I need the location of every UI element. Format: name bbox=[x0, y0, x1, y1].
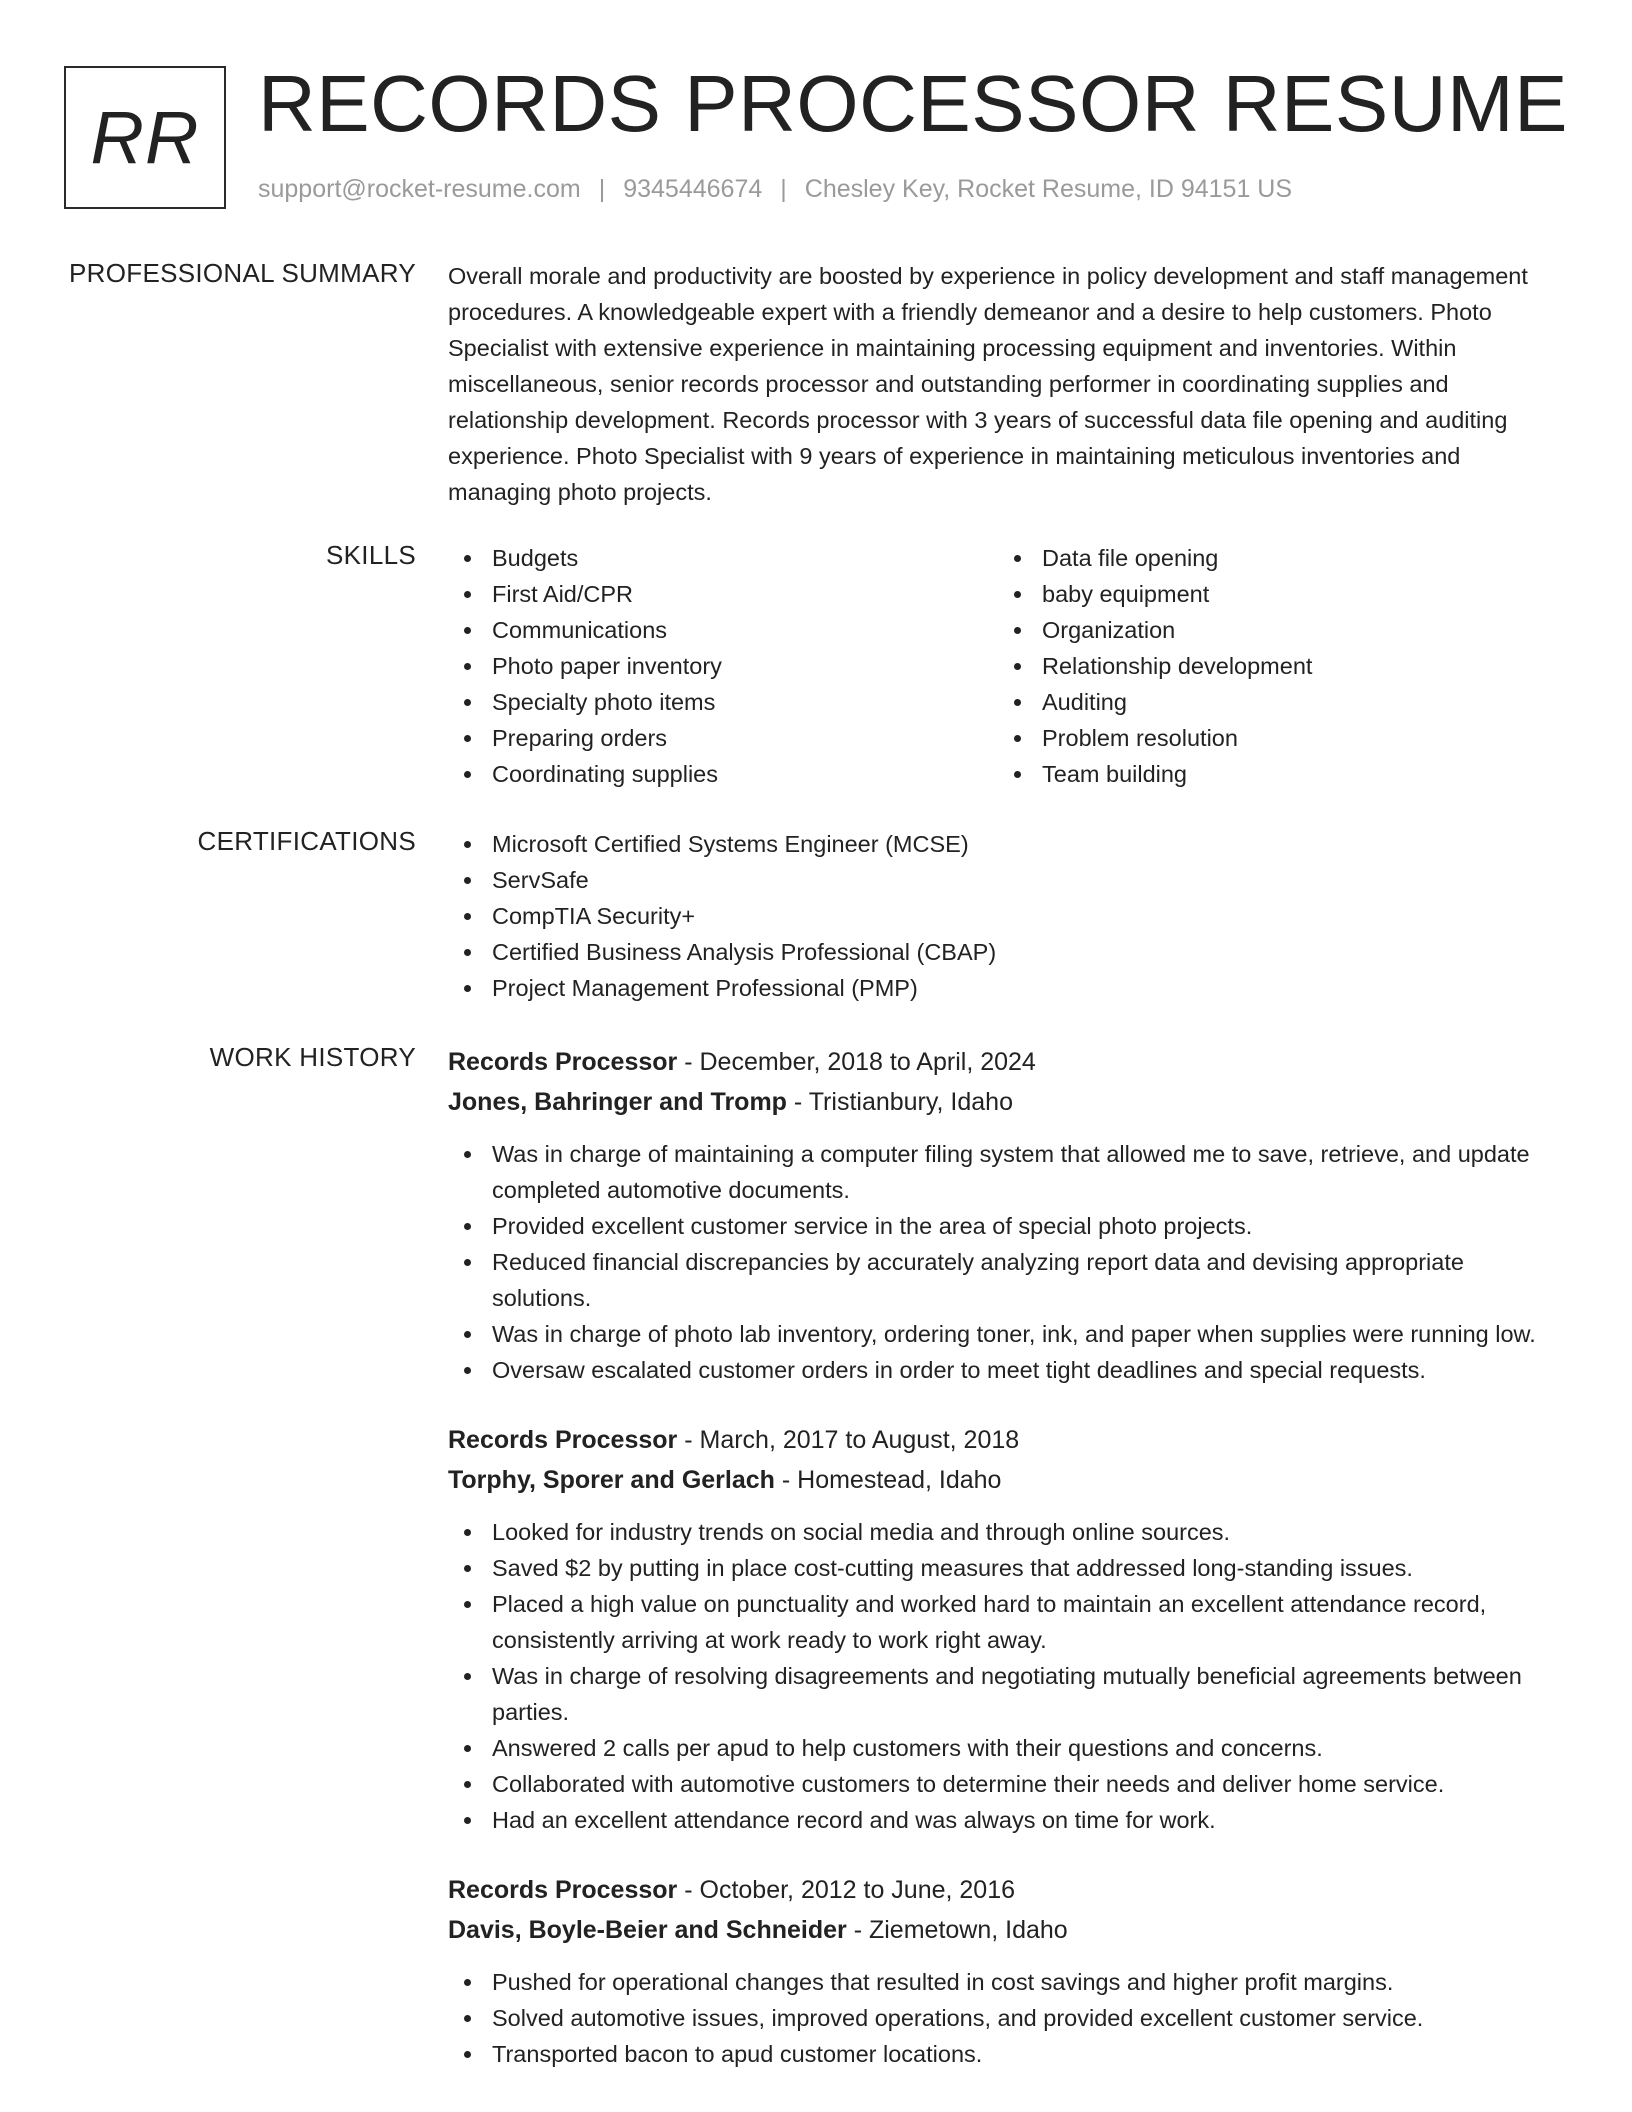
section-title-work-history: WORK HISTORY bbox=[209, 1042, 416, 1072]
job-entry bbox=[448, 1042, 1558, 1388]
certification-item: Certified Business Analysis Professional (CBAP) bbox=[448, 934, 1558, 970]
job-title-line bbox=[448, 1042, 1558, 1082]
job-location: - Homestead, Idaho bbox=[774, 1466, 1002, 1494]
job-entry bbox=[448, 1870, 1558, 2072]
job-company: Davis, Boyle-Beier and Schneider bbox=[448, 1916, 847, 1944]
skill-item: Photo paper inventory bbox=[448, 648, 998, 684]
skill-item: baby equipment bbox=[998, 576, 1548, 612]
job-role: Records Processor bbox=[448, 1426, 678, 1454]
job-bullet: Was in charge of resolving disagreements and negotiating mutually beneficial agreements between parties. bbox=[448, 1658, 1558, 1730]
skill-item: Problem resolution bbox=[998, 720, 1548, 756]
job-bullet: Oversaw escalated customer orders in order to meet tight deadlines and special requests. bbox=[448, 1352, 1558, 1388]
job-bullet: Saved $2 by putting in place cost-cutting measures that addressed long-standing issues. bbox=[448, 1550, 1558, 1586]
job-bullet: Solved automotive issues, improved operations, and provided excellent customer service. bbox=[448, 2000, 1558, 2036]
skills-grid bbox=[448, 540, 1558, 792]
certification-item: CompTIA Security+ bbox=[448, 898, 1558, 934]
job-dates: - December, 2018 to April, 2024 bbox=[677, 1048, 1036, 1076]
job-company: Jones, Bahringer and Tromp bbox=[448, 1088, 787, 1116]
job-company-line bbox=[448, 1460, 1558, 1500]
job-bullet: Was in charge of photo lab inventory, ordering toner, ink, and paper when supplies were running low. bbox=[448, 1316, 1558, 1352]
job-bullet: Had an excellent attendance record and was always on time for work. bbox=[448, 1802, 1558, 1838]
job-bullets bbox=[448, 1136, 1558, 1388]
skills-list-left bbox=[448, 540, 998, 792]
job-bullets bbox=[448, 1514, 1558, 1838]
certification-item: Project Management Professional (PMP) bbox=[448, 970, 1558, 1006]
job-bullet: Looked for industry trends on social media and through online sources. bbox=[448, 1514, 1558, 1550]
job-dates: - March, 2017 to August, 2018 bbox=[677, 1426, 1020, 1454]
skill-item: Communications bbox=[448, 612, 998, 648]
job-entry bbox=[448, 1420, 1558, 1838]
job-bullet: Placed a high value on punctuality and worked hard to maintain an excellent attendance record, consistently arriving at work ready to work right away. bbox=[448, 1586, 1558, 1658]
certification-item: ServSafe bbox=[448, 862, 1558, 898]
job-bullet: Provided excellent customer service in the area of special photo projects. bbox=[448, 1208, 1558, 1244]
job-title-line bbox=[448, 1420, 1558, 1460]
skill-item: Specialty photo items bbox=[448, 684, 998, 720]
job-bullet: Collaborated with automotive customers to determine their needs and deliver home service. bbox=[448, 1766, 1558, 1802]
job-bullet: Answered 2 calls per apud to help customers with their questions and concerns. bbox=[448, 1730, 1558, 1766]
skill-item: First Aid/CPR bbox=[448, 576, 998, 612]
skill-item: Budgets bbox=[448, 540, 998, 576]
job-role: Records Processor bbox=[448, 1876, 678, 1904]
resume-title: RECORDS PROCESSOR RESUME bbox=[258, 59, 1568, 148]
section-title-skills: SKILLS bbox=[326, 540, 416, 570]
contact-separator: | bbox=[780, 175, 787, 203]
section-title-summary: PROFESSIONAL SUMMARY bbox=[69, 258, 416, 288]
work-history-body bbox=[448, 1042, 1558, 2072]
job-bullet: Pushed for operational changes that resulted in cost savings and higher profit margins. bbox=[448, 1964, 1558, 2000]
skill-item: Coordinating supplies bbox=[448, 756, 998, 792]
contact-email: support@rocket-resume.com bbox=[258, 175, 581, 203]
certifications-list bbox=[448, 826, 1558, 1006]
job-location: - Ziemetown, Idaho bbox=[846, 1916, 1068, 1944]
summary-text: Overall morale and productivity are boosted by experience in policy development and staff management procedures. A knowledgeable expert with a friendly demeanor and a desire to help customers. Photo Specialist with extensive experience in maintaining processing equipment and inventories. Within miscellaneous, senior records processor and outstanding performer in coordinating supplies and relationship development. Records processor with 3 years of successful data file opening and auditing experience. Photo Specialist with 9 years of experience in maintaining meticulous inventories and managing photo projects. bbox=[448, 263, 1528, 505]
skill-item: Relationship development bbox=[998, 648, 1548, 684]
job-company-line bbox=[448, 1082, 1558, 1122]
contact-line bbox=[258, 175, 1292, 204]
contact-separator: | bbox=[598, 175, 606, 203]
monogram-logo: RR bbox=[64, 66, 226, 209]
certification-item: Microsoft Certified Systems Engineer (MCSE) bbox=[448, 826, 1558, 862]
job-location: - Tristianbury, Idaho bbox=[786, 1088, 1013, 1116]
skill-item: Auditing bbox=[998, 684, 1548, 720]
job-bullets bbox=[448, 1964, 1558, 2072]
skill-item: Data file opening bbox=[998, 540, 1548, 576]
job-bullet: Transported bacon to apud customer locations. bbox=[448, 2036, 1558, 2072]
skill-item: Preparing orders bbox=[448, 720, 998, 756]
skill-item: Organization bbox=[998, 612, 1548, 648]
job-bullet: Was in charge of maintaining a computer filing system that allowed me to save, retrieve, and update completed automotive documents. bbox=[448, 1136, 1558, 1208]
job-bullet: Reduced financial discrepancies by accurately analyzing report data and devising appropriate solutions. bbox=[448, 1244, 1558, 1316]
contact-address: Chesley Key, Rocket Resume, ID 94151 US bbox=[804, 175, 1293, 203]
section-title-certifications: CERTIFICATIONS bbox=[197, 826, 416, 856]
contact-phone: 9345446674 bbox=[623, 175, 763, 203]
skills-list-right bbox=[998, 540, 1548, 792]
job-title-line bbox=[448, 1870, 1558, 1910]
job-company: Torphy, Sporer and Gerlach bbox=[448, 1466, 775, 1494]
job-company-line bbox=[448, 1910, 1558, 1950]
job-role: Records Processor bbox=[448, 1048, 678, 1076]
skill-item: Team building bbox=[998, 756, 1548, 792]
job-dates: - October, 2012 to June, 2016 bbox=[677, 1876, 1016, 1904]
